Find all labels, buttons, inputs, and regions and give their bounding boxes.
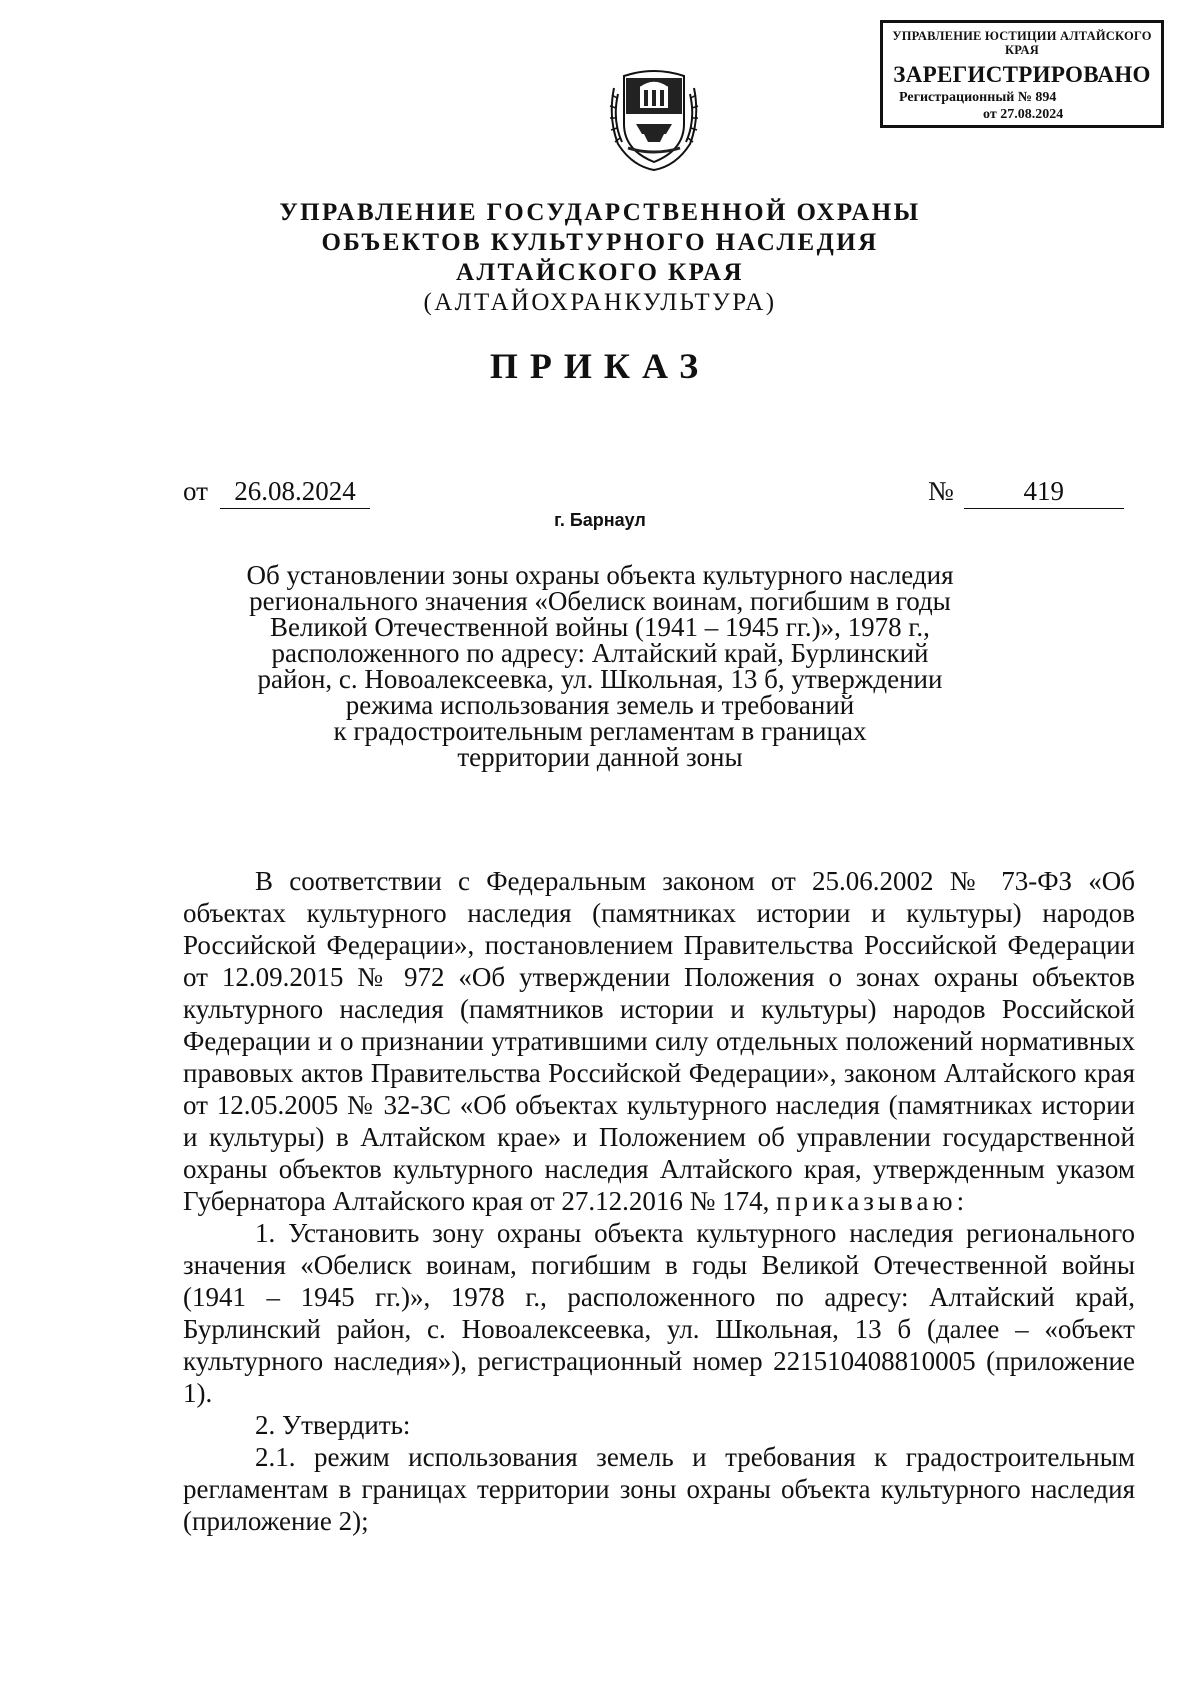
order-word: приказываю: bbox=[776, 1186, 969, 1216]
preamble-paragraph bbox=[183, 865, 1135, 1217]
org-abbreviation: (АЛТАЙОХРАНКУЛЬТУРА) bbox=[423, 289, 777, 316]
registration-stamp bbox=[880, 20, 1164, 128]
stamp-status: ЗАРЕГИСТРИРОВАНО bbox=[893, 62, 1151, 87]
number-label: № bbox=[928, 476, 954, 506]
subject-line: регионального значения «Обелиск воинам, погибшим в годы bbox=[249, 586, 951, 616]
stamp-department: УПРАВЛЕНИЕ ЮСТИЦИИ АЛТАЙСКОГО КРАЯ bbox=[892, 29, 1152, 57]
subject-line: Великой Отечественной войны (1941 – 1945 гг.)», 1978 г., bbox=[270, 612, 930, 642]
date-label: от bbox=[183, 476, 208, 506]
order-number: 419 bbox=[964, 475, 1124, 509]
org-line: АЛТАЙСКОГО КРАЯ bbox=[456, 259, 744, 286]
stamp-reg-number: Регистрационный № 894 bbox=[899, 90, 1057, 105]
preamble-text: В соответствии с Федеральным законом от 25.06.2002 № 73-ФЗ «Об объектах культурного наследия (памятниках истории и культуры) народов Российской Федерации», постановлением Правительства Российской Федерации от 12.09.2015 № 972 «Об утверждении Положения о зонах охраны объектов культурного наследия (памятников истории и культуры) народов Российской Федерации и о признании утратившими силу отдельных положений нормативных правовых актов Правительства Российской Федерации», законом Алтайского края от 12.05.2005 № 32-ЗС «Об объектах культурного наследия (памятниках истории и культуры) в Алтайском крае» и Положением об управлении государственной охраны объектов культурного наследия Алтайского края, утвержденным указом Губернатора Алтайского края от 27.12.2016 № 174, bbox=[183, 866, 1135, 1216]
subject-line: территории данной зоны bbox=[457, 742, 743, 772]
subject-line: режима использования земель и требований bbox=[345, 690, 855, 720]
order-subject bbox=[230, 562, 970, 770]
city: г. Барнаул bbox=[554, 510, 646, 530]
coat-of-arms-icon bbox=[604, 58, 704, 176]
subject-line: расположенного по адресу: Алтайский край, Бурлинский bbox=[271, 638, 929, 668]
subject-line: район, с. Новоалексеевка, ул. Школьная, 13 б, утверждении bbox=[257, 664, 943, 694]
org-line: УПРАВЛЕНИЕ ГОСУДАРСТВЕННОЙ ОХРАНЫ bbox=[279, 199, 921, 226]
order-body bbox=[183, 865, 1135, 1537]
item-2-1-paragraph: 2.1. режим использования земель и требования к градостроительным регламентам в границах территории зоны охраны объекта культурного наследия (приложение 2); bbox=[183, 1442, 1135, 1536]
subject-line: к градостроительным регламентам в границах bbox=[333, 716, 867, 746]
item-2-paragraph: 2. Утвердить: bbox=[255, 1410, 411, 1440]
item-1-paragraph: 1. Установить зону охраны объекта культурного наследия регионального значения «Обелиск воинам, погибшим в годы Великой Отечественной войны (1941 – 1945 гг.)», 1978 г., расположенного по адресу: Алтайский край, Бурлинский район, с. Новоалексеевка, ул. Школьная, 13 б (далее – «объект культурного наследия»), регистрационный номер 221510408810005 (приложение 1). bbox=[183, 1218, 1135, 1408]
order-number-row bbox=[928, 475, 1124, 509]
stamp-reg-date: от 27.08.2024 bbox=[983, 107, 1064, 122]
order-date-row bbox=[183, 475, 370, 509]
document-type-title: ПРИКАЗ bbox=[489, 346, 711, 386]
order-date: 26.08.2024 bbox=[220, 475, 370, 509]
org-line: ОБЪЕКТОВ КУЛЬТУРНОГО НАСЛЕДИЯ bbox=[321, 229, 879, 256]
organization-header bbox=[0, 198, 1200, 318]
subject-line: Об установлении зоны охраны объекта культурного наследия bbox=[246, 560, 954, 590]
